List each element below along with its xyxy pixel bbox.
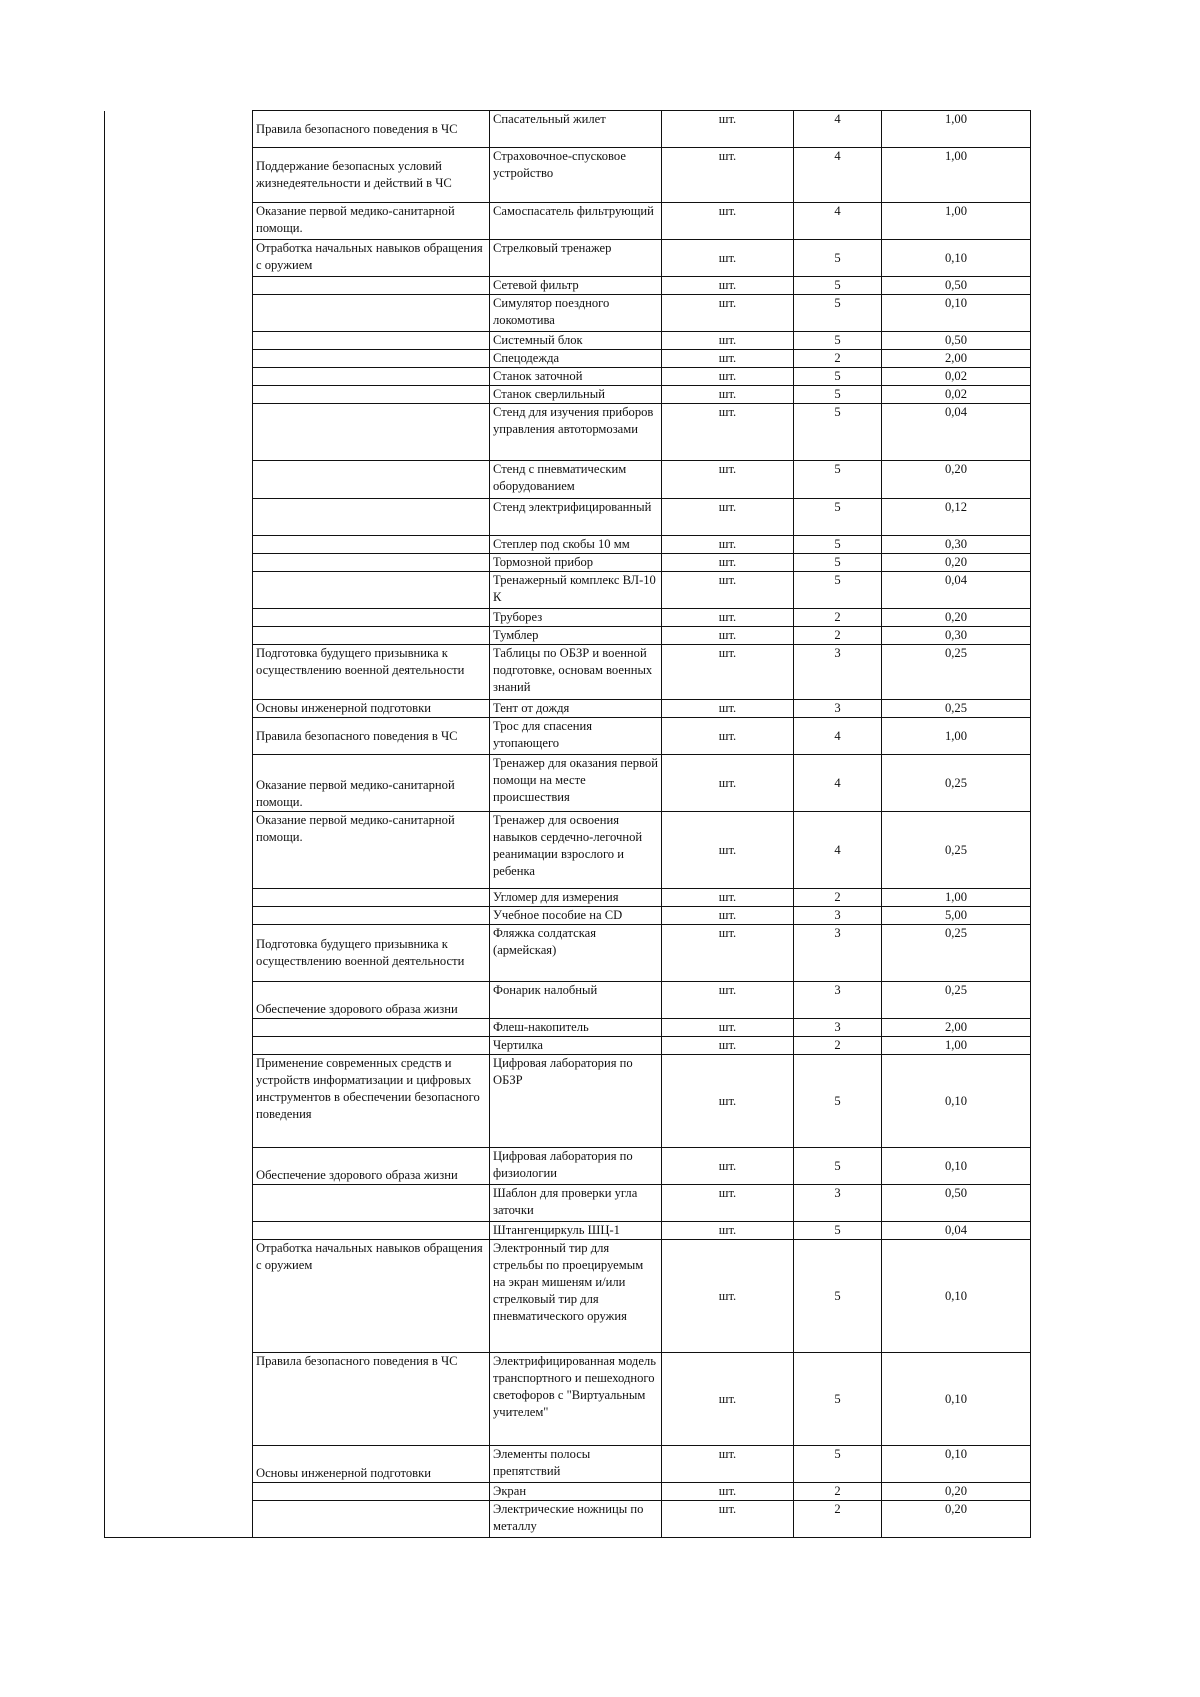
quantity-cell: 3 bbox=[794, 925, 882, 982]
quantity-cell: 5 bbox=[794, 368, 882, 386]
unit-cell: шт. bbox=[662, 645, 794, 700]
table-row bbox=[105, 1483, 1031, 1501]
unit-cell: шт. bbox=[662, 386, 794, 404]
section-cell: Правила безопасного поведения в ЧС bbox=[253, 111, 490, 148]
quantity-cell: 2 bbox=[794, 1483, 882, 1501]
section-cell bbox=[253, 907, 490, 925]
unit-cell: шт. bbox=[662, 1446, 794, 1483]
quantity-cell: 2 bbox=[794, 1037, 882, 1055]
table-row bbox=[105, 368, 1031, 386]
unit-cell: шт. bbox=[662, 1148, 794, 1185]
margin-cell bbox=[105, 755, 253, 812]
coefficient-cell: 0,10 bbox=[882, 295, 1031, 332]
item-name-cell: Симулятор поездного локомотива bbox=[490, 295, 662, 332]
coefficient-cell: 5,00 bbox=[882, 907, 1031, 925]
table-row bbox=[105, 554, 1031, 572]
margin-cell bbox=[105, 386, 253, 404]
quantity-cell: 5 bbox=[794, 386, 882, 404]
table-row bbox=[105, 332, 1031, 350]
item-name-cell: Таблицы по ОБЗР и военной подготовке, основам военных знаний bbox=[490, 645, 662, 700]
margin-cell bbox=[105, 1446, 253, 1483]
unit-cell: шт. bbox=[662, 404, 794, 461]
unit-cell: шт. bbox=[662, 536, 794, 554]
section-cell bbox=[253, 350, 490, 368]
unit-cell: шт. bbox=[662, 1019, 794, 1037]
coefficient-cell: 0,10 bbox=[882, 240, 1031, 277]
item-name-cell: Тренажер для оказания первой помощи на месте происшествия bbox=[490, 755, 662, 812]
item-name-cell: Элементы полосы препятствий bbox=[490, 1446, 662, 1483]
section-cell: Правила безопасного поведения в ЧС bbox=[253, 718, 490, 755]
item-name-cell: Системный блок bbox=[490, 332, 662, 350]
quantity-cell: 4 bbox=[794, 755, 882, 812]
unit-cell: шт. bbox=[662, 907, 794, 925]
margin-cell bbox=[105, 554, 253, 572]
quantity-cell: 5 bbox=[794, 240, 882, 277]
table-row bbox=[105, 889, 1031, 907]
coefficient-cell: 2,00 bbox=[882, 1019, 1031, 1037]
margin-cell bbox=[105, 627, 253, 645]
margin-cell bbox=[105, 1240, 253, 1353]
coefficient-cell: 0,04 bbox=[882, 572, 1031, 609]
section-cell bbox=[253, 1185, 490, 1222]
table-row bbox=[105, 1501, 1031, 1538]
equipment-table bbox=[104, 110, 1031, 1538]
section-cell: Правила безопасного поведения в ЧС bbox=[253, 1353, 490, 1446]
quantity-cell: 5 bbox=[794, 1055, 882, 1148]
table-row bbox=[105, 755, 1031, 812]
coefficient-cell: 0,50 bbox=[882, 277, 1031, 295]
section-cell: Отработка начальных навыков обращения с оружием bbox=[253, 1240, 490, 1353]
coefficient-cell: 0,20 bbox=[882, 609, 1031, 627]
unit-cell: шт. bbox=[662, 350, 794, 368]
coefficient-cell: 1,00 bbox=[882, 111, 1031, 148]
margin-cell bbox=[105, 111, 253, 148]
table-row bbox=[105, 627, 1031, 645]
margin-cell bbox=[105, 1019, 253, 1037]
unit-cell: шт. bbox=[662, 295, 794, 332]
margin-cell bbox=[105, 889, 253, 907]
quantity-cell: 5 bbox=[794, 536, 882, 554]
margin-cell bbox=[105, 350, 253, 368]
quantity-cell: 4 bbox=[794, 718, 882, 755]
quantity-cell: 5 bbox=[794, 554, 882, 572]
unit-cell: шт. bbox=[662, 925, 794, 982]
coefficient-cell: 0,25 bbox=[882, 700, 1031, 718]
quantity-cell: 2 bbox=[794, 609, 882, 627]
unit-cell: шт. bbox=[662, 1483, 794, 1501]
item-name-cell: Шаблон для проверки угла заточки bbox=[490, 1185, 662, 1222]
margin-cell bbox=[105, 499, 253, 536]
table-row bbox=[105, 1019, 1031, 1037]
margin-cell bbox=[105, 1055, 253, 1148]
section-cell bbox=[253, 889, 490, 907]
item-name-cell: Тумблер bbox=[490, 627, 662, 645]
quantity-cell: 4 bbox=[794, 148, 882, 203]
coefficient-cell: 0,10 bbox=[882, 1353, 1031, 1446]
quantity-cell: 5 bbox=[794, 461, 882, 499]
margin-cell bbox=[105, 1353, 253, 1446]
item-name-cell: Цифровая лаборатория по физиологии bbox=[490, 1148, 662, 1185]
coefficient-cell: 1,00 bbox=[882, 889, 1031, 907]
section-cell: Обеспечение здорового образа жизни bbox=[253, 1148, 490, 1185]
coefficient-cell: 1,00 bbox=[882, 203, 1031, 240]
unit-cell: шт. bbox=[662, 1240, 794, 1353]
unit-cell: шт. bbox=[662, 609, 794, 627]
coefficient-cell: 0,50 bbox=[882, 332, 1031, 350]
item-name-cell: Фляжка солдатская (армейская) bbox=[490, 925, 662, 982]
unit-cell: шт. bbox=[662, 499, 794, 536]
item-name-cell: Угломер для измерения bbox=[490, 889, 662, 907]
table-row bbox=[105, 1185, 1031, 1222]
coefficient-cell: 0,02 bbox=[882, 386, 1031, 404]
unit-cell: шт. bbox=[662, 755, 794, 812]
item-name-cell: Сетевой фильтр bbox=[490, 277, 662, 295]
coefficient-cell: 0,50 bbox=[882, 1185, 1031, 1222]
coefficient-cell: 0,25 bbox=[882, 982, 1031, 1019]
margin-cell bbox=[105, 925, 253, 982]
section-cell bbox=[253, 1483, 490, 1501]
margin-cell bbox=[105, 645, 253, 700]
coefficient-cell: 0,02 bbox=[882, 368, 1031, 386]
item-name-cell: Фонарик налобный bbox=[490, 982, 662, 1019]
table-row bbox=[105, 925, 1031, 982]
item-name-cell: Цифровая лаборатория по ОБЗР bbox=[490, 1055, 662, 1148]
section-cell bbox=[253, 461, 490, 499]
quantity-cell: 5 bbox=[794, 277, 882, 295]
margin-cell bbox=[105, 812, 253, 889]
item-name-cell: Стрелковый тренажер bbox=[490, 240, 662, 277]
coefficient-cell: 0,20 bbox=[882, 1483, 1031, 1501]
margin-cell bbox=[105, 1222, 253, 1240]
quantity-cell: 3 bbox=[794, 1185, 882, 1222]
margin-cell bbox=[105, 240, 253, 277]
table-row bbox=[105, 277, 1031, 295]
quantity-cell: 2 bbox=[794, 1501, 882, 1538]
quantity-cell: 5 bbox=[794, 1222, 882, 1240]
section-cell: Подготовка будущего призывника к осуществлению военной деятельности bbox=[253, 925, 490, 982]
item-name-cell: Экран bbox=[490, 1483, 662, 1501]
coefficient-cell: 0,25 bbox=[882, 755, 1031, 812]
margin-cell bbox=[105, 332, 253, 350]
table-row bbox=[105, 700, 1031, 718]
margin-cell bbox=[105, 295, 253, 332]
section-cell: Отработка начальных навыков обращения с оружием bbox=[253, 240, 490, 277]
unit-cell: шт. bbox=[662, 1185, 794, 1222]
item-name-cell: Электрические ножницы по металлу bbox=[490, 1501, 662, 1538]
table-row bbox=[105, 907, 1031, 925]
section-cell bbox=[253, 368, 490, 386]
item-name-cell: Станок сверлильный bbox=[490, 386, 662, 404]
table-row bbox=[105, 982, 1031, 1019]
item-name-cell: Тент от дождя bbox=[490, 700, 662, 718]
item-name-cell: Стенд для изучения приборов управления автотормозами bbox=[490, 404, 662, 461]
coefficient-cell: 0,10 bbox=[882, 1148, 1031, 1185]
quantity-cell: 5 bbox=[794, 404, 882, 461]
table-row bbox=[105, 572, 1031, 609]
margin-cell bbox=[105, 907, 253, 925]
coefficient-cell: 0,30 bbox=[882, 627, 1031, 645]
unit-cell: шт. bbox=[662, 461, 794, 499]
quantity-cell: 5 bbox=[794, 499, 882, 536]
margin-cell bbox=[105, 1037, 253, 1055]
item-name-cell: Страховочное-спусковое устройство bbox=[490, 148, 662, 203]
section-cell: Подготовка будущего призывника к осуществлению военной деятельности bbox=[253, 645, 490, 700]
unit-cell: шт. bbox=[662, 1037, 794, 1055]
item-name-cell: Чертилка bbox=[490, 1037, 662, 1055]
item-name-cell: Электронный тир для стрельбы по проецируемым на экран мишеням и/или стрелковый тир для пневматического оружия bbox=[490, 1240, 662, 1353]
section-cell: Оказание первой медико-санитарной помощи. bbox=[253, 812, 490, 889]
margin-cell bbox=[105, 1483, 253, 1501]
coefficient-cell: 0,10 bbox=[882, 1055, 1031, 1148]
margin-cell bbox=[105, 368, 253, 386]
quantity-cell: 5 bbox=[794, 295, 882, 332]
coefficient-cell: 1,00 bbox=[882, 1037, 1031, 1055]
section-cell bbox=[253, 572, 490, 609]
unit-cell: шт. bbox=[662, 203, 794, 240]
unit-cell: шт. bbox=[662, 148, 794, 203]
table-row bbox=[105, 1055, 1031, 1148]
margin-cell bbox=[105, 277, 253, 295]
section-cell: Оказание первой медико-санитарной помощи. bbox=[253, 755, 490, 812]
section-cell bbox=[253, 1222, 490, 1240]
quantity-cell: 3 bbox=[794, 907, 882, 925]
quantity-cell: 2 bbox=[794, 350, 882, 368]
item-name-cell: Степлер под скобы 10 мм bbox=[490, 536, 662, 554]
section-cell: Основы инженерной подготовки bbox=[253, 1446, 490, 1483]
unit-cell: шт. bbox=[662, 1501, 794, 1538]
item-name-cell: Штангенциркуль ШЦ-1 bbox=[490, 1222, 662, 1240]
unit-cell: шт. bbox=[662, 718, 794, 755]
section-cell: Оказание первой медико-санитарной помощи. bbox=[253, 203, 490, 240]
unit-cell: шт. bbox=[662, 982, 794, 1019]
item-name-cell: Спасательный жилет bbox=[490, 111, 662, 148]
table-row bbox=[105, 1353, 1031, 1446]
item-name-cell: Станок заточной bbox=[490, 368, 662, 386]
quantity-cell: 5 bbox=[794, 1353, 882, 1446]
item-name-cell: Самоспасатель фильтрующий bbox=[490, 203, 662, 240]
unit-cell: шт. bbox=[662, 554, 794, 572]
section-cell: Поддержание безопасных условий жизнедеятельности и действий в ЧС bbox=[253, 148, 490, 203]
unit-cell: шт. bbox=[662, 111, 794, 148]
coefficient-cell: 0,12 bbox=[882, 499, 1031, 536]
table-row bbox=[105, 240, 1031, 277]
margin-cell bbox=[105, 1501, 253, 1538]
table-row bbox=[105, 645, 1031, 700]
table-body bbox=[105, 111, 1031, 1538]
item-name-cell: Учебное пособие на CD bbox=[490, 907, 662, 925]
unit-cell: шт. bbox=[662, 1353, 794, 1446]
coefficient-cell: 0,20 bbox=[882, 461, 1031, 499]
item-name-cell: Флеш-накопитель bbox=[490, 1019, 662, 1037]
item-name-cell: Трос для спасения утопающего bbox=[490, 718, 662, 755]
unit-cell: шт. bbox=[662, 572, 794, 609]
item-name-cell: Тормозной прибор bbox=[490, 554, 662, 572]
item-name-cell: Тренажерный комплекс ВЛ-10 К bbox=[490, 572, 662, 609]
table-row bbox=[105, 1222, 1031, 1240]
table-row bbox=[105, 1240, 1031, 1353]
table-row bbox=[105, 718, 1031, 755]
table-row bbox=[105, 386, 1031, 404]
coefficient-cell: 1,00 bbox=[882, 148, 1031, 203]
margin-cell bbox=[105, 203, 253, 240]
section-cell: Применение современных средств и устройств информатизации и цифровых инструментов в обеспечении безопасного поведения bbox=[253, 1055, 490, 1148]
table-row bbox=[105, 499, 1031, 536]
unit-cell: шт. bbox=[662, 1055, 794, 1148]
unit-cell: шт. bbox=[662, 700, 794, 718]
coefficient-cell: 0,25 bbox=[882, 812, 1031, 889]
coefficient-cell: 0,30 bbox=[882, 536, 1031, 554]
coefficient-cell: 2,00 bbox=[882, 350, 1031, 368]
quantity-cell: 4 bbox=[794, 812, 882, 889]
unit-cell: шт. bbox=[662, 1222, 794, 1240]
quantity-cell: 5 bbox=[794, 1446, 882, 1483]
section-cell bbox=[253, 277, 490, 295]
item-name-cell: Труборез bbox=[490, 609, 662, 627]
section-cell: Обеспечение здорового образа жизни bbox=[253, 982, 490, 1019]
margin-cell bbox=[105, 1148, 253, 1185]
quantity-cell: 3 bbox=[794, 700, 882, 718]
coefficient-cell: 0,25 bbox=[882, 925, 1031, 982]
coefficient-cell: 0,25 bbox=[882, 645, 1031, 700]
table-row bbox=[105, 609, 1031, 627]
quantity-cell: 3 bbox=[794, 1019, 882, 1037]
section-cell bbox=[253, 499, 490, 536]
margin-cell bbox=[105, 404, 253, 461]
section-cell bbox=[253, 332, 490, 350]
margin-cell bbox=[105, 700, 253, 718]
table-row bbox=[105, 1148, 1031, 1185]
table-row bbox=[105, 350, 1031, 368]
table-row bbox=[105, 461, 1031, 499]
table-row bbox=[105, 111, 1031, 148]
coefficient-cell: 0,10 bbox=[882, 1446, 1031, 1483]
section-cell bbox=[253, 295, 490, 332]
table-row bbox=[105, 812, 1031, 889]
margin-cell bbox=[105, 1185, 253, 1222]
section-cell bbox=[253, 609, 490, 627]
unit-cell: шт. bbox=[662, 277, 794, 295]
margin-cell bbox=[105, 982, 253, 1019]
section-cell bbox=[253, 1037, 490, 1055]
item-name-cell: Стенд с пневматическим оборудованием bbox=[490, 461, 662, 499]
table-row bbox=[105, 148, 1031, 203]
margin-cell bbox=[105, 609, 253, 627]
item-name-cell: Электрифицированная модель транспортного и пешеходного светофоров с "Виртуальным учителем" bbox=[490, 1353, 662, 1446]
unit-cell: шт. bbox=[662, 812, 794, 889]
section-cell bbox=[253, 536, 490, 554]
table-row bbox=[105, 536, 1031, 554]
section-cell bbox=[253, 386, 490, 404]
margin-cell bbox=[105, 572, 253, 609]
quantity-cell: 2 bbox=[794, 889, 882, 907]
section-cell bbox=[253, 627, 490, 645]
table-row bbox=[105, 295, 1031, 332]
unit-cell: шт. bbox=[662, 332, 794, 350]
coefficient-cell: 0,20 bbox=[882, 1501, 1031, 1538]
table-row bbox=[105, 203, 1031, 240]
margin-cell bbox=[105, 718, 253, 755]
table-row bbox=[105, 1446, 1031, 1483]
quantity-cell: 3 bbox=[794, 982, 882, 1019]
section-cell bbox=[253, 554, 490, 572]
coefficient-cell: 0,10 bbox=[882, 1240, 1031, 1353]
margin-cell bbox=[105, 461, 253, 499]
coefficient-cell: 0,04 bbox=[882, 404, 1031, 461]
item-name-cell: Стенд электрифицированный bbox=[490, 499, 662, 536]
section-cell bbox=[253, 404, 490, 461]
item-name-cell: Спецодежда bbox=[490, 350, 662, 368]
quantity-cell: 2 bbox=[794, 627, 882, 645]
table-row bbox=[105, 404, 1031, 461]
coefficient-cell: 0,20 bbox=[882, 554, 1031, 572]
coefficient-cell: 1,00 bbox=[882, 718, 1031, 755]
margin-cell bbox=[105, 148, 253, 203]
quantity-cell: 5 bbox=[794, 572, 882, 609]
quantity-cell: 4 bbox=[794, 111, 882, 148]
quantity-cell: 5 bbox=[794, 332, 882, 350]
coefficient-cell: 0,04 bbox=[882, 1222, 1031, 1240]
unit-cell: шт. bbox=[662, 627, 794, 645]
table-row bbox=[105, 1037, 1031, 1055]
margin-cell bbox=[105, 536, 253, 554]
quantity-cell: 3 bbox=[794, 645, 882, 700]
unit-cell: шт. bbox=[662, 240, 794, 277]
section-cell bbox=[253, 1019, 490, 1037]
quantity-cell: 4 bbox=[794, 203, 882, 240]
unit-cell: шт. bbox=[662, 889, 794, 907]
item-name-cell: Тренажер для освоения навыков сердечно-легочной реанимации взрослого и ребенка bbox=[490, 812, 662, 889]
quantity-cell: 5 bbox=[794, 1148, 882, 1185]
unit-cell: шт. bbox=[662, 368, 794, 386]
quantity-cell: 5 bbox=[794, 1240, 882, 1353]
section-cell bbox=[253, 1501, 490, 1538]
section-cell: Основы инженерной подготовки bbox=[253, 700, 490, 718]
